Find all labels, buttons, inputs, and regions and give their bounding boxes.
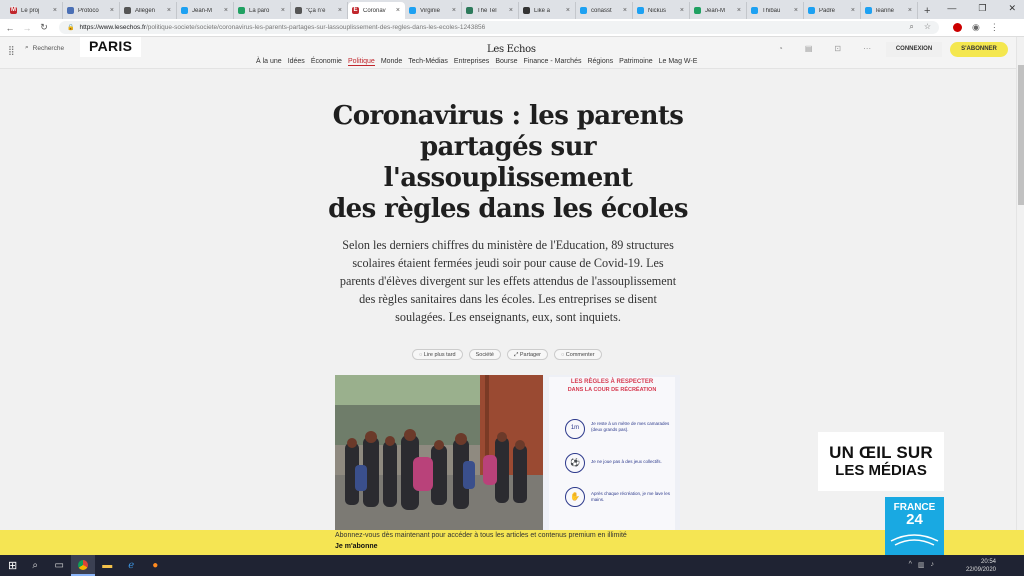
- menu-item[interactable]: Entreprises: [453, 58, 490, 65]
- browser-tab[interactable]: [690, 2, 747, 19]
- menu-item[interactable]: Le Mag W-E: [658, 58, 698, 65]
- close-tab-icon[interactable]: ×: [337, 7, 342, 14]
- rule-icon-games: ⚽: [565, 453, 585, 473]
- doc-icon: [295, 7, 302, 14]
- clock[interactable]: [966, 558, 996, 574]
- E-icon: E: [353, 7, 358, 13]
- lock-icon[interactable]: ⊡: [834, 44, 842, 53]
- tab-label: Le proj: [21, 7, 40, 14]
- rule-text: Après chaque récréation, je me lave les mains.: [591, 491, 671, 502]
- browser-tab[interactable]: [6, 2, 63, 19]
- title-line: partagés sur: [419, 132, 597, 162]
- search-icon: ⌕: [25, 44, 29, 51]
- comment-button[interactable]: ◌ Commenter: [554, 349, 602, 360]
- tab-label: La paro: [249, 7, 270, 14]
- address-bar: [0, 19, 1024, 37]
- url-path: /politique-societe/societe/coronavirus-les-parents-partages-sur-lassouplissement-des-regles-dans-les-ecoles-1243856: [145, 24, 486, 31]
- menu-item[interactable]: Économie: [310, 58, 342, 65]
- chrome-icon: [78, 560, 88, 570]
- title-line: des règles dans les écoles: [328, 194, 688, 224]
- M-icon: M: [11, 7, 16, 13]
- site-logo[interactable]: Les Echos: [487, 44, 536, 55]
- edge-icon[interactable]: ℯ: [128, 560, 135, 571]
- back-icon[interactable]: ←: [5, 22, 15, 33]
- file-explorer-icon[interactable]: ▬: [102, 560, 113, 571]
- poster-subtitle: DANS LA COUR DE RÉCRÉATION: [567, 387, 657, 393]
- subscription-banner: [0, 530, 1024, 555]
- browser-tab[interactable]: [234, 2, 291, 19]
- close-tab-icon[interactable]: ×: [223, 7, 228, 14]
- subscribe-link[interactable]: Je m'abonne: [335, 543, 378, 550]
- menu-item[interactable]: Bourse: [495, 58, 518, 65]
- search-icon[interactable]: ⌕: [909, 22, 914, 31]
- close-tab-icon[interactable]: ×: [451, 7, 456, 14]
- tab-label: Jean-M: [705, 7, 726, 14]
- show-logo-line2: LES MÉDIAS: [835, 462, 927, 479]
- newspaper-icon[interactable]: ▤: [804, 44, 813, 53]
- browser-tab[interactable]: [633, 2, 690, 19]
- chevron-up-icon[interactable]: ^: [908, 561, 912, 568]
- tab-label: Padre: [819, 7, 836, 14]
- more-icon[interactable]: ⋯: [863, 44, 872, 53]
- close-tab-icon[interactable]: ×: [679, 7, 684, 14]
- article-title: [316, 101, 700, 225]
- windows-start-icon[interactable]: ⊞: [8, 560, 18, 572]
- search-icon[interactable]: ⌕: [32, 560, 39, 571]
- sheet-icon: [694, 7, 701, 14]
- read-later-label: Lire plus tard: [423, 352, 456, 358]
- twitter-icon: [808, 7, 815, 14]
- channel-waves-icon: [885, 527, 944, 547]
- wiki-icon: [523, 7, 530, 14]
- chrome-taskbar-button[interactable]: [71, 555, 95, 576]
- rules-poster: [549, 377, 675, 530]
- search-label: Recherche: [32, 44, 65, 52]
- firefox-icon[interactable]: ●: [152, 560, 159, 571]
- browser-tab[interactable]: [519, 2, 576, 19]
- menu-item[interactable]: Finance - Marchés: [523, 58, 582, 65]
- close-tab-icon[interactable]: ×: [565, 7, 570, 14]
- tab-label: Jean-M: [192, 7, 213, 14]
- menu-item[interactable]: Tech-Médias: [408, 58, 448, 65]
- menu-item[interactable]: Patrimoine: [619, 58, 653, 65]
- site-header: [0, 37, 1016, 69]
- banner-text: Abonnez-vous dès maintenant pour accéder à tous les articles et contenus premium en illimité: [335, 532, 627, 539]
- close-tab-icon[interactable]: ×: [907, 7, 912, 14]
- tab-label: conasst: [591, 7, 612, 14]
- rule-text: Je reste à un mètre de mes camarades (deux grands pas).: [591, 421, 670, 432]
- close-tab-icon[interactable]: ×: [793, 7, 798, 14]
- twitter-icon: [409, 7, 416, 14]
- history-icon[interactable]: ◔: [778, 44, 783, 53]
- twitter-icon: [181, 7, 188, 14]
- section-menu: [256, 58, 697, 66]
- close-tab-icon[interactable]: ×: [109, 7, 114, 14]
- twitter-icon: [751, 7, 758, 14]
- extensions: [953, 22, 999, 33]
- title-line: Coronavirus : les parents: [332, 101, 684, 131]
- tab-label: leanne: [876, 7, 895, 14]
- sheet-icon: [238, 7, 245, 14]
- twitter-icon: [865, 7, 872, 14]
- section-tag[interactable]: [469, 349, 501, 360]
- show-logo: [818, 432, 944, 491]
- channel-logo-line2: 24: [906, 511, 923, 528]
- menu-item[interactable]: À la une: [256, 58, 282, 65]
- rule-icon-distance: 1m: [565, 419, 585, 439]
- taskbar: [0, 555, 1024, 576]
- tab-label: The Tel: [477, 7, 497, 14]
- reload-icon[interactable]: ↻: [40, 22, 48, 32]
- menu-item[interactable]: Idées: [287, 58, 305, 65]
- maximize-icon[interactable]: ❐: [978, 3, 987, 13]
- header-icons: [778, 44, 871, 53]
- close-tab-icon[interactable]: ×: [280, 7, 285, 14]
- network-icon[interactable]: ▥: [917, 562, 925, 569]
- tab-label: Coronav: [363, 7, 386, 14]
- browser-tab[interactable]: [405, 2, 462, 19]
- comment-label: Commenter: [565, 352, 595, 358]
- tab-label: Protoco: [78, 7, 99, 14]
- doc-icon: [124, 7, 131, 14]
- grid-menu-icon[interactable]: ⣿: [8, 45, 15, 55]
- rule-icon-wash: ✋: [565, 487, 585, 507]
- browser-tab[interactable]: [291, 2, 348, 19]
- browser-tab[interactable]: [804, 2, 861, 19]
- page-scrollbar[interactable]: [1016, 37, 1024, 530]
- url-host: https://www.lesechos.fr: [79, 24, 146, 31]
- diamond-icon: [466, 7, 473, 14]
- browser-tab[interactable]: [120, 2, 177, 19]
- tab-label: Nickus: [648, 7, 667, 14]
- menu-item[interactable]: Régions: [587, 58, 614, 65]
- url-input[interactable]: [59, 21, 939, 34]
- twitter-icon: [580, 7, 587, 14]
- show-logo-line1: UN ŒIL SUR: [829, 443, 933, 462]
- read-later-button[interactable]: ◌ Lire plus tard: [412, 349, 463, 360]
- share-button[interactable]: ⤢ Partager: [507, 349, 548, 360]
- tab-label: Like a: [534, 7, 551, 14]
- close-tab-icon[interactable]: ×: [508, 7, 513, 14]
- article-lede: Selon les derniers chiffres du ministère de l'Education, 89 structures scolaires étaient fermées jeudi soir pour cause de Covid-19. Les parents d'élèves divergent sur les effets attendus de l'assouplissement des règles sanitaires dans les écoles. Les entreprises se disent soulagées. Les enseignants, eux, sont inquiets.: [339, 238, 677, 324]
- edition-label: PARIS: [80, 37, 141, 57]
- window-controls: [947, 3, 1016, 14]
- close-tab-icon[interactable]: ×: [736, 7, 741, 14]
- browser-tab[interactable]: [348, 2, 405, 19]
- browser-tab[interactable]: [462, 2, 519, 19]
- lock-icon: 🔒: [67, 25, 75, 31]
- twitter-icon: [637, 7, 644, 14]
- title-line: l'assouplissement: [383, 163, 633, 193]
- minimize-icon[interactable]: —: [947, 3, 957, 13]
- subscribe-button[interactable]: S'ABONNER: [950, 42, 1008, 57]
- section-tag-label: Société: [475, 352, 494, 358]
- channel-logo: [885, 497, 944, 555]
- close-icon[interactable]: ✕: [1008, 3, 1016, 13]
- menu-item[interactable]: Politique: [347, 58, 375, 65]
- volume-icon[interactable]: ♪: [930, 561, 934, 568]
- tab-label: Thibau: [762, 7, 781, 14]
- close-tab-icon[interactable]: ×: [850, 7, 855, 14]
- star-icon[interactable]: ☆: [923, 22, 931, 31]
- forward-icon[interactable]: →: [22, 22, 32, 33]
- browser-tab[interactable]: [576, 2, 633, 19]
- rule-text: Je ne joue pas à des jeux collectifs.: [591, 459, 662, 464]
- article-actions: [412, 349, 602, 360]
- clock-time: 20:54: [980, 559, 996, 565]
- browser-tab[interactable]: [861, 2, 918, 19]
- close-tab-icon[interactable]: ×: [395, 7, 400, 14]
- tab-label: "Ça n’e: [306, 7, 326, 14]
- profile-icon[interactable]: ◉: [972, 22, 980, 32]
- tab-strip: [0, 0, 1024, 19]
- doc-icon: [67, 7, 74, 14]
- new-tab-icon[interactable]: +: [924, 5, 931, 17]
- share-label: Partager: [519, 352, 541, 358]
- site-search[interactable]: [25, 44, 64, 52]
- article-photo: [335, 375, 680, 530]
- task-view-icon[interactable]: ▭: [54, 560, 64, 571]
- clock-date: 22/09/2020: [965, 567, 996, 573]
- scrollbar-thumb[interactable]: [1018, 65, 1024, 205]
- browser-tab[interactable]: [63, 2, 120, 19]
- extension-icon[interactable]: [953, 23, 962, 32]
- close-tab-icon[interactable]: ×: [622, 7, 627, 14]
- browser-tab[interactable]: [177, 2, 234, 19]
- more-menu-icon[interactable]: ⋮: [989, 22, 999, 32]
- login-button[interactable]: CONNEXION: [886, 42, 942, 57]
- tab-label: Virginie: [420, 7, 440, 14]
- poster-title: LES RÈGLES À RESPECTER: [570, 379, 654, 385]
- browser-tab[interactable]: [747, 2, 804, 19]
- close-tab-icon[interactable]: ×: [52, 7, 57, 14]
- tab-label: Allègen: [135, 7, 156, 14]
- close-tab-icon[interactable]: ×: [166, 7, 171, 14]
- system-tray: [909, 561, 934, 569]
- menu-item[interactable]: Monde: [380, 58, 403, 65]
- channel-logo-line1: FRANCE: [893, 502, 936, 513]
